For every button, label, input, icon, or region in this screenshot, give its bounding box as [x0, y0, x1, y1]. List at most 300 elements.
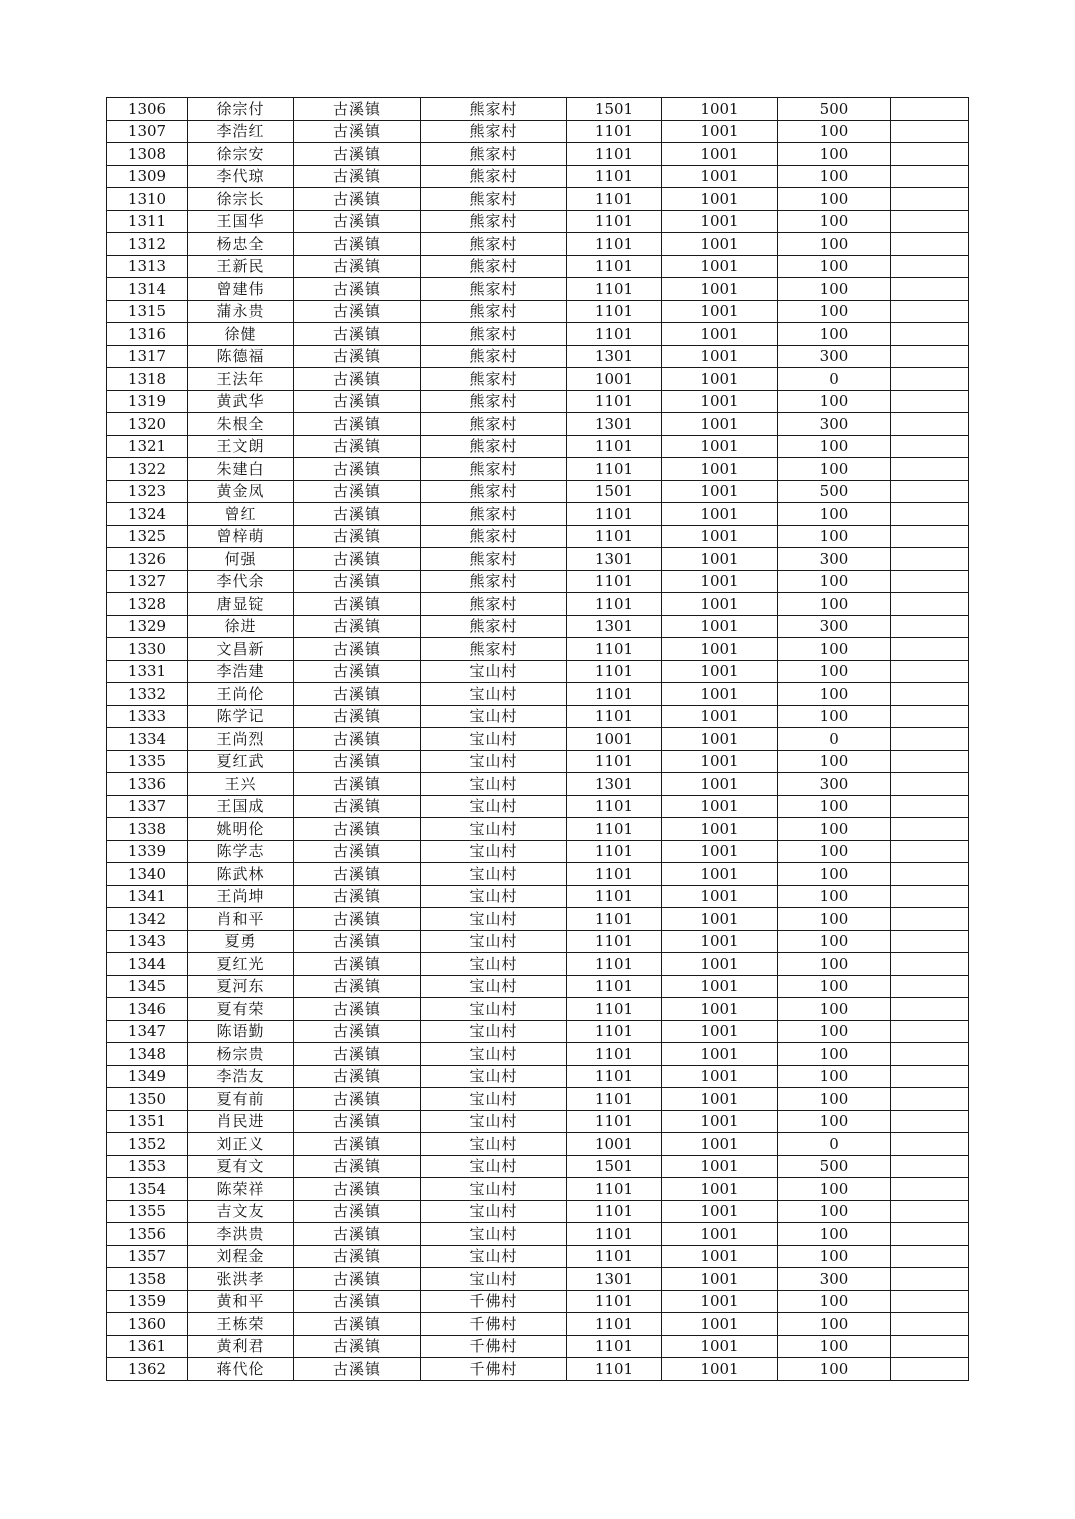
- code-a-cell: 1101: [567, 1065, 662, 1088]
- remarks-cell: [891, 1358, 969, 1381]
- amount-cell: 100: [778, 1358, 891, 1381]
- table-row: [107, 143, 969, 166]
- town-cell: 古溪镇: [294, 683, 421, 706]
- remarks-cell: [891, 998, 969, 1021]
- village-cell: 宝山村: [421, 1133, 567, 1156]
- table-row: [107, 413, 969, 436]
- village-cell: 宝山村: [421, 1268, 567, 1291]
- town-cell: 古溪镇: [294, 773, 421, 796]
- village-cell: 宝山村: [421, 750, 567, 773]
- amount-cell: 100: [778, 750, 891, 773]
- person-name-cell: 夏河东: [188, 975, 294, 998]
- table-row: [107, 953, 969, 976]
- person-name-cell: 王栋荣: [188, 1313, 294, 1336]
- person-name-cell: 吉文友: [188, 1200, 294, 1223]
- table-row: [107, 1268, 969, 1291]
- code-a-cell: 1101: [567, 1223, 662, 1246]
- remarks-cell: [891, 1088, 969, 1111]
- remarks-cell: [891, 1223, 969, 1246]
- code-b-cell: 1001: [662, 1043, 778, 1066]
- record-number-cell: 1318: [107, 368, 188, 391]
- table-row: [107, 908, 969, 931]
- code-a-cell: 1501: [567, 480, 662, 503]
- table-row: [107, 278, 969, 301]
- town-cell: 古溪镇: [294, 323, 421, 346]
- record-number-cell: 1338: [107, 818, 188, 841]
- village-cell: 熊家村: [421, 593, 567, 616]
- code-b-cell: 1001: [662, 210, 778, 233]
- village-cell: 宝山村: [421, 818, 567, 841]
- village-cell: 千佛村: [421, 1358, 567, 1381]
- code-a-cell: 1101: [567, 390, 662, 413]
- code-b-cell: 1001: [662, 660, 778, 683]
- amount-cell: 100: [778, 660, 891, 683]
- table-row: [107, 368, 969, 391]
- record-number-cell: 1316: [107, 323, 188, 346]
- village-cell: 宝山村: [421, 953, 567, 976]
- person-name-cell: 李洪贵: [188, 1223, 294, 1246]
- code-a-cell: 1101: [567, 120, 662, 143]
- code-b-cell: 1001: [662, 1065, 778, 1088]
- remarks-cell: [891, 1268, 969, 1291]
- record-number-cell: 1362: [107, 1358, 188, 1381]
- village-cell: 熊家村: [421, 413, 567, 436]
- amount-cell: 500: [778, 1155, 891, 1178]
- town-cell: 古溪镇: [294, 1268, 421, 1291]
- record-number-cell: 1325: [107, 525, 188, 548]
- code-b-cell: 1001: [662, 1313, 778, 1336]
- village-cell: 熊家村: [421, 503, 567, 526]
- code-b-cell: 1001: [662, 1155, 778, 1178]
- code-b-cell: 1001: [662, 1133, 778, 1156]
- code-a-cell: 1101: [567, 1088, 662, 1111]
- amount-cell: 100: [778, 525, 891, 548]
- town-cell: 古溪镇: [294, 818, 421, 841]
- village-cell: 宝山村: [421, 660, 567, 683]
- code-b-cell: 1001: [662, 233, 778, 256]
- amount-cell: 100: [778, 863, 891, 886]
- code-a-cell: 1101: [567, 975, 662, 998]
- town-cell: 古溪镇: [294, 1358, 421, 1381]
- amount-cell: 100: [778, 1110, 891, 1133]
- amount-cell: 100: [778, 683, 891, 706]
- remarks-cell: [891, 728, 969, 751]
- town-cell: 古溪镇: [294, 255, 421, 278]
- code-b-cell: 1001: [662, 1020, 778, 1043]
- remarks-cell: [891, 1110, 969, 1133]
- table-row: [107, 750, 969, 773]
- remarks-cell: [891, 660, 969, 683]
- remarks-cell: [891, 233, 969, 256]
- table-row: [107, 1043, 969, 1066]
- amount-cell: 100: [778, 255, 891, 278]
- table-row: [107, 1088, 969, 1111]
- record-number-cell: 1326: [107, 548, 188, 571]
- code-a-cell: 1101: [567, 930, 662, 953]
- table-row: [107, 345, 969, 368]
- record-number-cell: 1348: [107, 1043, 188, 1066]
- village-cell: 宝山村: [421, 705, 567, 728]
- village-cell: 熊家村: [421, 368, 567, 391]
- village-cell: 熊家村: [421, 255, 567, 278]
- record-number-cell: 1308: [107, 143, 188, 166]
- remarks-cell: [891, 683, 969, 706]
- amount-cell: 100: [778, 188, 891, 211]
- person-name-cell: 李代琼: [188, 165, 294, 188]
- person-name-cell: 夏有荣: [188, 998, 294, 1021]
- code-b-cell: 1001: [662, 413, 778, 436]
- person-name-cell: 王尚伦: [188, 683, 294, 706]
- village-cell: 熊家村: [421, 210, 567, 233]
- village-cell: 宝山村: [421, 975, 567, 998]
- amount-cell: 100: [778, 1200, 891, 1223]
- person-name-cell: 曾建伟: [188, 278, 294, 301]
- table-row: [107, 98, 969, 121]
- table-row: [107, 1313, 969, 1336]
- code-b-cell: 1001: [662, 1223, 778, 1246]
- record-number-cell: 1320: [107, 413, 188, 436]
- amount-cell: 0: [778, 368, 891, 391]
- village-cell: 宝山村: [421, 930, 567, 953]
- code-a-cell: 1101: [567, 1313, 662, 1336]
- person-name-cell: 徐宗长: [188, 188, 294, 211]
- record-number-cell: 1337: [107, 795, 188, 818]
- code-a-cell: 1101: [567, 570, 662, 593]
- record-number-cell: 1329: [107, 615, 188, 638]
- amount-cell: 500: [778, 480, 891, 503]
- amount-cell: 100: [778, 233, 891, 256]
- code-a-cell: 1501: [567, 98, 662, 121]
- record-number-cell: 1359: [107, 1290, 188, 1313]
- code-b-cell: 1001: [662, 255, 778, 278]
- town-cell: 古溪镇: [294, 278, 421, 301]
- village-cell: 宝山村: [421, 728, 567, 751]
- person-name-cell: 蒋代伦: [188, 1358, 294, 1381]
- record-number-cell: 1358: [107, 1268, 188, 1291]
- village-cell: 熊家村: [421, 615, 567, 638]
- village-cell: 宝山村: [421, 998, 567, 1021]
- amount-cell: 100: [778, 840, 891, 863]
- code-a-cell: 1101: [567, 210, 662, 233]
- code-b-cell: 1001: [662, 165, 778, 188]
- table-row: [107, 773, 969, 796]
- village-cell: 熊家村: [421, 165, 567, 188]
- code-b-cell: 1001: [662, 1200, 778, 1223]
- code-b-cell: 1001: [662, 908, 778, 931]
- remarks-cell: [891, 1335, 969, 1358]
- remarks-cell: [891, 795, 969, 818]
- amount-cell: 100: [778, 1043, 891, 1066]
- remarks-cell: [891, 615, 969, 638]
- town-cell: 古溪镇: [294, 1313, 421, 1336]
- town-cell: 古溪镇: [294, 548, 421, 571]
- person-name-cell: 夏勇: [188, 930, 294, 953]
- person-name-cell: 徐宗安: [188, 143, 294, 166]
- record-number-cell: 1307: [107, 120, 188, 143]
- amount-cell: 100: [778, 593, 891, 616]
- remarks-cell: [891, 953, 969, 976]
- code-a-cell: 1101: [567, 750, 662, 773]
- record-number-cell: 1361: [107, 1335, 188, 1358]
- amount-cell: 100: [778, 930, 891, 953]
- code-a-cell: 1101: [567, 255, 662, 278]
- table-row: [107, 323, 969, 346]
- record-number-cell: 1356: [107, 1223, 188, 1246]
- person-name-cell: 朱建白: [188, 458, 294, 481]
- town-cell: 古溪镇: [294, 1223, 421, 1246]
- village-cell: 千佛村: [421, 1313, 567, 1336]
- code-a-cell: 1101: [567, 1335, 662, 1358]
- code-a-cell: 1301: [567, 1268, 662, 1291]
- table-row: [107, 570, 969, 593]
- code-b-cell: 1001: [662, 863, 778, 886]
- remarks-cell: [891, 458, 969, 481]
- remarks-cell: [891, 345, 969, 368]
- town-cell: 古溪镇: [294, 908, 421, 931]
- code-b-cell: 1001: [662, 1335, 778, 1358]
- remarks-cell: [891, 120, 969, 143]
- code-a-cell: 1101: [567, 458, 662, 481]
- table-row: [107, 1155, 969, 1178]
- record-number-cell: 1321: [107, 435, 188, 458]
- amount-cell: 100: [778, 975, 891, 998]
- remarks-cell: [891, 165, 969, 188]
- town-cell: 古溪镇: [294, 795, 421, 818]
- code-b-cell: 1001: [662, 435, 778, 458]
- code-b-cell: 1001: [662, 728, 778, 751]
- amount-cell: 300: [778, 1268, 891, 1291]
- village-cell: 宝山村: [421, 1020, 567, 1043]
- village-cell: 熊家村: [421, 570, 567, 593]
- person-name-cell: 曾红: [188, 503, 294, 526]
- amount-cell: 100: [778, 1088, 891, 1111]
- town-cell: 古溪镇: [294, 480, 421, 503]
- amount-cell: 100: [778, 795, 891, 818]
- village-cell: 熊家村: [421, 435, 567, 458]
- code-b-cell: 1001: [662, 683, 778, 706]
- table-row: [107, 840, 969, 863]
- code-b-cell: 1001: [662, 1178, 778, 1201]
- record-number-cell: 1357: [107, 1245, 188, 1268]
- village-cell: 宝山村: [421, 1200, 567, 1223]
- code-b-cell: 1001: [662, 503, 778, 526]
- remarks-cell: [891, 278, 969, 301]
- remarks-cell: [891, 1178, 969, 1201]
- remarks-cell: [891, 818, 969, 841]
- town-cell: 古溪镇: [294, 210, 421, 233]
- village-cell: 宝山村: [421, 683, 567, 706]
- remarks-cell: [891, 98, 969, 121]
- town-cell: 古溪镇: [294, 705, 421, 728]
- amount-cell: 100: [778, 1313, 891, 1336]
- person-name-cell: 陈德福: [188, 345, 294, 368]
- code-a-cell: 1101: [567, 165, 662, 188]
- person-name-cell: 黄和平: [188, 1290, 294, 1313]
- town-cell: 古溪镇: [294, 300, 421, 323]
- table-row: [107, 1020, 969, 1043]
- amount-cell: 100: [778, 885, 891, 908]
- town-cell: 古溪镇: [294, 638, 421, 661]
- code-a-cell: 1101: [567, 143, 662, 166]
- code-a-cell: 1101: [567, 278, 662, 301]
- table-row: [107, 683, 969, 706]
- remarks-cell: [891, 413, 969, 436]
- table-row: [107, 728, 969, 751]
- code-a-cell: 1101: [567, 1290, 662, 1313]
- code-b-cell: 1001: [662, 998, 778, 1021]
- record-number-cell: 1350: [107, 1088, 188, 1111]
- village-cell: 宝山村: [421, 1110, 567, 1133]
- record-number-cell: 1334: [107, 728, 188, 751]
- record-number-cell: 1336: [107, 773, 188, 796]
- record-number-cell: 1345: [107, 975, 188, 998]
- record-number-cell: 1327: [107, 570, 188, 593]
- code-a-cell: 1101: [567, 300, 662, 323]
- code-a-cell: 1301: [567, 773, 662, 796]
- village-cell: 宝山村: [421, 1245, 567, 1268]
- town-cell: 古溪镇: [294, 840, 421, 863]
- table-row: [107, 818, 969, 841]
- record-number-cell: 1313: [107, 255, 188, 278]
- code-b-cell: 1001: [662, 458, 778, 481]
- village-cell: 千佛村: [421, 1290, 567, 1313]
- village-cell: 宝山村: [421, 840, 567, 863]
- person-name-cell: 刘正义: [188, 1133, 294, 1156]
- remarks-cell: [891, 300, 969, 323]
- village-cell: 熊家村: [421, 300, 567, 323]
- code-b-cell: 1001: [662, 975, 778, 998]
- town-cell: 古溪镇: [294, 1065, 421, 1088]
- code-a-cell: 1101: [567, 660, 662, 683]
- code-b-cell: 1001: [662, 818, 778, 841]
- remarks-cell: [891, 705, 969, 728]
- person-name-cell: 陈语勤: [188, 1020, 294, 1043]
- town-cell: 古溪镇: [294, 1133, 421, 1156]
- code-a-cell: 1101: [567, 503, 662, 526]
- code-a-cell: 1301: [567, 548, 662, 571]
- village-cell: 宝山村: [421, 1223, 567, 1246]
- town-cell: 古溪镇: [294, 1245, 421, 1268]
- person-name-cell: 王文朗: [188, 435, 294, 458]
- town-cell: 古溪镇: [294, 435, 421, 458]
- town-cell: 古溪镇: [294, 390, 421, 413]
- town-cell: 古溪镇: [294, 1178, 421, 1201]
- code-a-cell: 1001: [567, 1133, 662, 1156]
- table-row: [107, 795, 969, 818]
- person-name-cell: 陈武林: [188, 863, 294, 886]
- record-number-cell: 1346: [107, 998, 188, 1021]
- person-name-cell: 王新民: [188, 255, 294, 278]
- amount-cell: 100: [778, 818, 891, 841]
- code-a-cell: 1101: [567, 435, 662, 458]
- person-name-cell: 徐进: [188, 615, 294, 638]
- person-name-cell: 王尚坤: [188, 885, 294, 908]
- code-b-cell: 1001: [662, 750, 778, 773]
- remarks-cell: [891, 390, 969, 413]
- table-row: [107, 1335, 969, 1358]
- code-b-cell: 1001: [662, 773, 778, 796]
- person-name-cell: 夏红光: [188, 953, 294, 976]
- village-cell: 宝山村: [421, 795, 567, 818]
- amount-cell: 100: [778, 143, 891, 166]
- person-name-cell: 夏红武: [188, 750, 294, 773]
- code-b-cell: 1001: [662, 885, 778, 908]
- table-row: [107, 998, 969, 1021]
- remarks-cell: [891, 480, 969, 503]
- person-name-cell: 张洪孝: [188, 1268, 294, 1291]
- person-name-cell: 李浩红: [188, 120, 294, 143]
- amount-cell: 100: [778, 435, 891, 458]
- code-a-cell: 1101: [567, 953, 662, 976]
- person-name-cell: 徐宗付: [188, 98, 294, 121]
- table-row: [107, 435, 969, 458]
- remarks-cell: [891, 368, 969, 391]
- town-cell: 古溪镇: [294, 368, 421, 391]
- record-number-cell: 1328: [107, 593, 188, 616]
- table-row: [107, 188, 969, 211]
- code-a-cell: 1101: [567, 1358, 662, 1381]
- amount-cell: 100: [778, 1335, 891, 1358]
- code-a-cell: 1101: [567, 1245, 662, 1268]
- remarks-cell: [891, 1200, 969, 1223]
- person-name-cell: 黄金凤: [188, 480, 294, 503]
- code-a-cell: 1101: [567, 795, 662, 818]
- remarks-cell: [891, 255, 969, 278]
- record-number-cell: 1341: [107, 885, 188, 908]
- record-number-cell: 1339: [107, 840, 188, 863]
- person-name-cell: 何强: [188, 548, 294, 571]
- amount-cell: 100: [778, 390, 891, 413]
- remarks-cell: [891, 885, 969, 908]
- record-number-cell: 1354: [107, 1178, 188, 1201]
- amount-cell: 100: [778, 458, 891, 481]
- code-a-cell: 1101: [567, 233, 662, 256]
- table-row: [107, 1133, 969, 1156]
- code-a-cell: 1301: [567, 615, 662, 638]
- village-cell: 熊家村: [421, 120, 567, 143]
- person-name-cell: 唐显锭: [188, 593, 294, 616]
- table-row: [107, 863, 969, 886]
- code-b-cell: 1001: [662, 548, 778, 571]
- code-b-cell: 1001: [662, 593, 778, 616]
- record-number-cell: 1323: [107, 480, 188, 503]
- record-number-cell: 1324: [107, 503, 188, 526]
- table-row: [107, 1065, 969, 1088]
- table-row: [107, 548, 969, 571]
- remarks-cell: [891, 210, 969, 233]
- record-number-cell: 1342: [107, 908, 188, 931]
- record-number-cell: 1314: [107, 278, 188, 301]
- code-b-cell: 1001: [662, 345, 778, 368]
- person-name-cell: 陈学志: [188, 840, 294, 863]
- code-b-cell: 1001: [662, 1245, 778, 1268]
- amount-cell: 300: [778, 615, 891, 638]
- town-cell: 古溪镇: [294, 1088, 421, 1111]
- town-cell: 古溪镇: [294, 930, 421, 953]
- code-b-cell: 1001: [662, 188, 778, 211]
- town-cell: 古溪镇: [294, 188, 421, 211]
- amount-cell: 100: [778, 503, 891, 526]
- person-name-cell: 王法年: [188, 368, 294, 391]
- record-number-cell: 1333: [107, 705, 188, 728]
- amount-cell: 100: [778, 638, 891, 661]
- amount-cell: 100: [778, 300, 891, 323]
- village-cell: 熊家村: [421, 278, 567, 301]
- code-b-cell: 1001: [662, 953, 778, 976]
- table-row: [107, 615, 969, 638]
- person-name-cell: 肖民进: [188, 1110, 294, 1133]
- code-a-cell: 1101: [567, 885, 662, 908]
